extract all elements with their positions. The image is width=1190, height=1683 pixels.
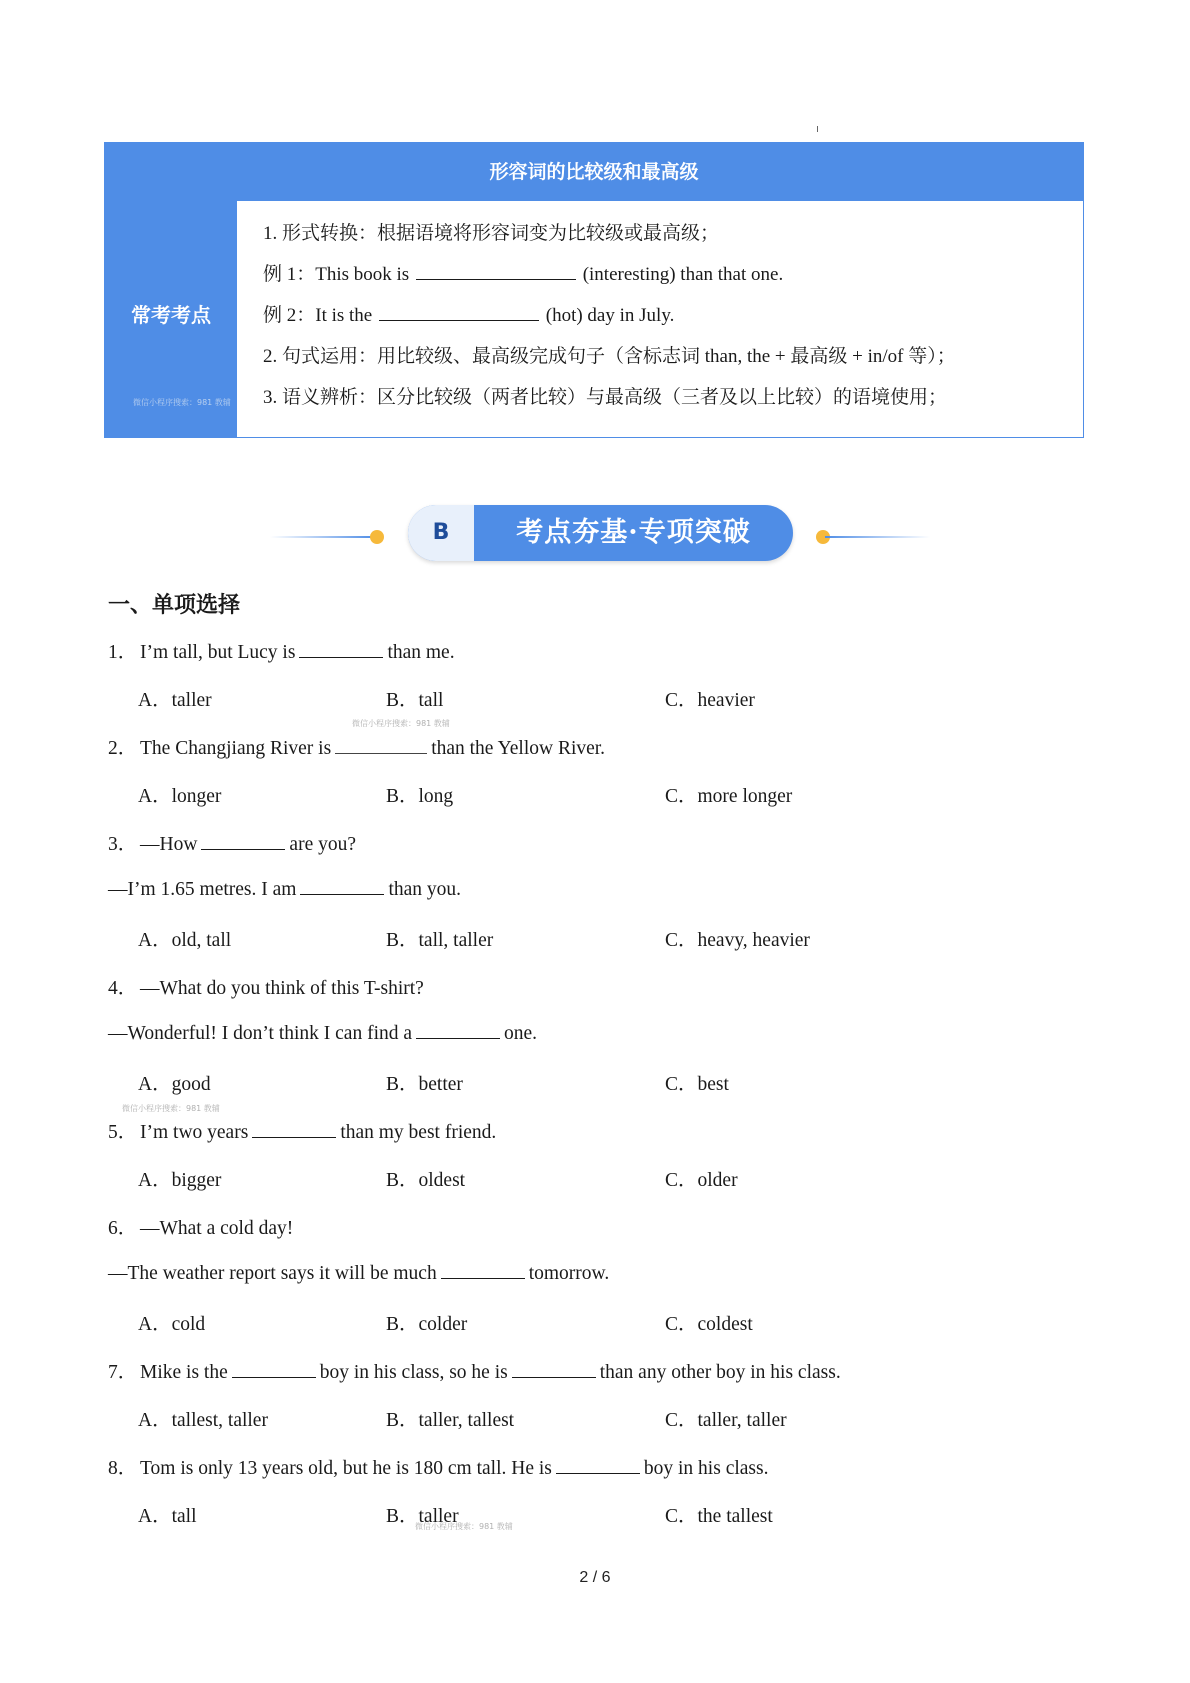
watermark: 微信小程序搜索：981 教辅 [133, 398, 231, 407]
question-text-tail: than any other boy in his class. [599, 1362, 841, 1383]
question-text: I’m tall, but Lucy is [140, 642, 296, 663]
question-1 [108, 636, 455, 664]
question-text: Mike is the [140, 1362, 228, 1383]
option-b[interactable]: B．tall, taller [386, 930, 494, 951]
question-4 [108, 972, 424, 1000]
question-number: 3． [108, 834, 138, 855]
question-number: 4． [108, 978, 138, 999]
table-content [239, 201, 1083, 437]
answer-blank [512, 1359, 596, 1378]
question-text: I’m two years [140, 1122, 249, 1143]
answer-blank [252, 1119, 336, 1138]
question-number: 1． [108, 642, 138, 663]
question-8 [108, 1452, 768, 1480]
question-text: —I’m 1.65 metres. I am [108, 879, 297, 900]
answer-blank [416, 1020, 500, 1039]
option-a[interactable]: A．tall [138, 1506, 197, 1527]
option-a[interactable]: A．cold [138, 1314, 206, 1335]
question-text: Tom is only 13 years old, but he is 180 cm tall. He is [140, 1458, 552, 1479]
question-3-reply [108, 876, 461, 901]
option-b[interactable]: B．colder [386, 1314, 468, 1335]
banner-dot-left [370, 530, 384, 544]
answer-blank [299, 639, 383, 658]
question-text-tail: than me. [387, 642, 455, 663]
option-c[interactable]: C．best [665, 1074, 729, 1095]
point-1: 1. 形式转换：根据语境将形容词变为比较级或最高级； [263, 223, 720, 244]
watermark: 微信小程序搜索：981 教辅 [122, 1104, 220, 1113]
option-c[interactable]: C．taller, taller [665, 1410, 787, 1431]
question-text-tail: than the Yellow River. [431, 738, 606, 759]
question-text-tail: than my best friend. [340, 1122, 497, 1143]
answer-blank [232, 1359, 316, 1378]
page-number: 2 / 6 [579, 1569, 611, 1586]
scan-mark [817, 126, 818, 132]
option-a[interactable]: A．taller [138, 690, 212, 711]
question-text-tail: are you? [289, 834, 357, 855]
example-1 [263, 256, 1083, 297]
banner-letter: B [408, 505, 474, 561]
point-3: 3. 语义辨析：区分比较级（两者比较）与最高级（三者及以上比较）的语境使用； [263, 387, 948, 408]
table-title: 形容词的比较级和最高级 [105, 143, 1083, 201]
question-text-tail: tomorrow. [528, 1263, 610, 1284]
banner-title: 考点夯基·专项突破 [516, 517, 751, 548]
option-a[interactable]: A．old, tall [138, 930, 232, 951]
answer-blank [201, 831, 285, 850]
question-text: —What do you think of this T-shirt? [140, 978, 424, 999]
watermark: 微信小程序搜索：981 教辅 [415, 1522, 513, 1531]
option-c[interactable]: C．coldest [665, 1314, 753, 1335]
option-b[interactable]: B．long [386, 786, 454, 807]
section-title: 一、单项选择 [108, 593, 241, 618]
answer-blank [300, 876, 384, 895]
question-text-mid: boy in his class, so he is [319, 1362, 508, 1383]
option-a[interactable]: A．tallest, taller [138, 1410, 268, 1431]
section-banner [270, 505, 930, 565]
question-text-tail: one. [504, 1023, 538, 1044]
question-6-reply [108, 1260, 609, 1285]
key-points-label: 常考考点 [131, 303, 211, 327]
answer-blank [441, 1260, 525, 1279]
option-b[interactable]: B．taller, tallest [386, 1410, 515, 1431]
option-b[interactable]: B．better [386, 1074, 463, 1095]
question-number: 7． [108, 1362, 138, 1383]
question-number: 8． [108, 1458, 138, 1479]
question-text: —Wonderful! I don’t think I can find a [108, 1023, 413, 1044]
option-c[interactable]: C．the tallest [665, 1506, 773, 1527]
answer-blank [379, 300, 539, 321]
answer-blank [335, 735, 427, 754]
watermark: 微信小程序搜索：981 教辅 [352, 719, 450, 728]
example-2 [263, 297, 1083, 338]
question-text: —What a cold day! [140, 1218, 294, 1239]
question-text: —The weather report says it will be much [108, 1263, 437, 1284]
banner-pill [408, 505, 793, 561]
answer-blank [416, 259, 576, 280]
option-a[interactable]: A．longer [138, 786, 222, 807]
question-text: The Changjiang River is [140, 738, 332, 759]
question-6 [108, 1212, 293, 1240]
question-4-reply [108, 1020, 537, 1045]
question-text-tail: boy in his class. [643, 1458, 769, 1479]
example-2-tail: (hot) day in July. [545, 305, 675, 326]
option-b[interactable]: B．tall [386, 690, 444, 711]
banner-rule-left [270, 536, 375, 538]
option-b[interactable]: B．oldest [386, 1170, 466, 1191]
option-a[interactable]: A．bigger [138, 1170, 222, 1191]
table-side-cell [105, 201, 237, 437]
example-2-text: 例 2：It is the [263, 305, 373, 326]
option-c[interactable]: C．heavier [665, 690, 755, 711]
question-5 [108, 1116, 496, 1144]
question-3 [108, 828, 356, 856]
key-points-table [104, 142, 1084, 438]
answer-blank [556, 1455, 640, 1474]
question-number: 5． [108, 1122, 138, 1143]
option-b[interactable]: B．taller [386, 1506, 459, 1527]
option-c[interactable]: C．more longer [665, 786, 793, 807]
question-number: 6． [108, 1218, 138, 1239]
example-1-text: 例 1：This book is [263, 264, 410, 285]
option-c[interactable]: C．older [665, 1170, 738, 1191]
point-2: 2. 句式运用：用比较级、最高级完成句子（含标志词 than, the + 最高级 + in/of 等）； [263, 346, 956, 367]
option-c[interactable]: C．heavy, heavier [665, 930, 810, 951]
question-text-tail: than you. [388, 879, 462, 900]
question-2 [108, 732, 605, 760]
question-number: 2． [108, 738, 138, 759]
question-text: —How [140, 834, 198, 855]
banner-rule-right [825, 536, 930, 538]
example-1-tail: (interesting) than that one. [582, 264, 784, 285]
option-a[interactable]: A．good [138, 1074, 211, 1095]
question-7 [108, 1356, 841, 1384]
